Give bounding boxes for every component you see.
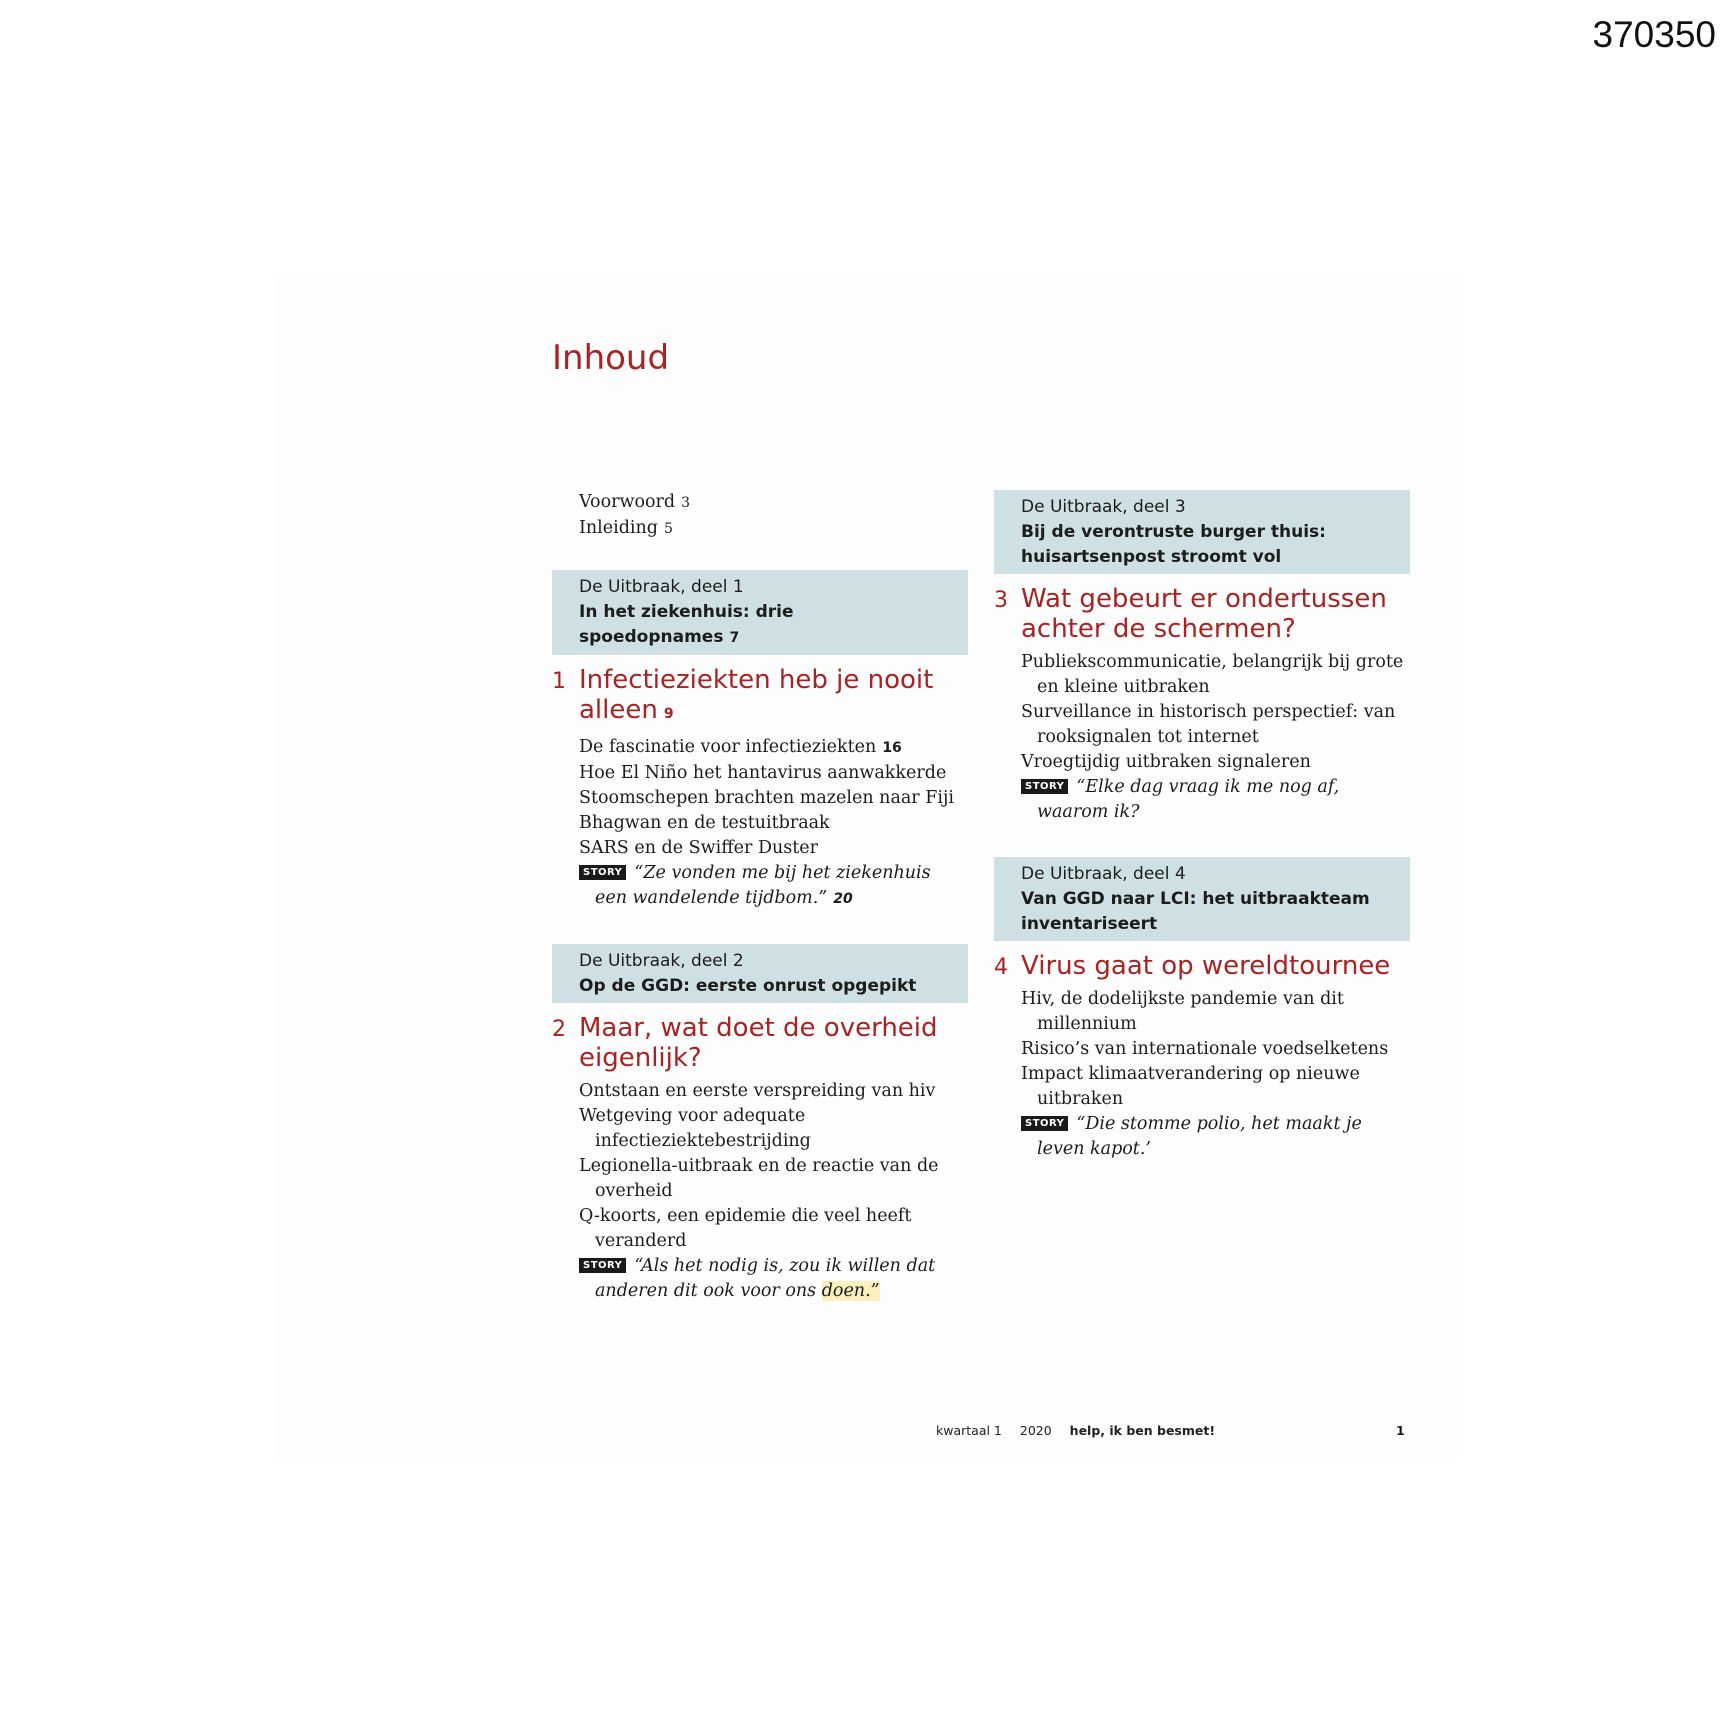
toc-entry[interactable]: Q-koorts, een epidemie die veel heeft veranderd bbox=[579, 1206, 912, 1251]
chapter-title[interactable]: Virus gaat op wereldtournee bbox=[1021, 951, 1391, 981]
chapter-number: 1 bbox=[552, 669, 566, 694]
band-title: Bij de verontruste burger thuis: huisartsenpost stroomt vol bbox=[1021, 522, 1326, 567]
band-title: Op de GGD: eerste onrust opgepikt bbox=[579, 976, 917, 996]
toc-entry[interactable]: Ontstaan en eerste verspreiding van hiv bbox=[579, 1081, 936, 1101]
chapter-1 bbox=[552, 665, 968, 912]
page-number: 7 bbox=[729, 630, 740, 646]
toc-entry[interactable]: Legionella-uitbraak en de reactie van de overheid bbox=[579, 1156, 939, 1201]
page-footer bbox=[936, 1423, 1229, 1438]
band-title: Van GGD naar LCI: het uitbraakteam inventariseert bbox=[1021, 889, 1370, 934]
page-number: 3 bbox=[681, 495, 691, 511]
band-kicker: De Uitbraak, deel 1 bbox=[579, 577, 744, 597]
footer-issue: kwartaal 1 bbox=[936, 1423, 1002, 1438]
story-quote: “Elke dag vraag ik me nog af, waarom ik? bbox=[1037, 777, 1340, 822]
page-number-folio: 1 bbox=[1396, 1423, 1405, 1438]
toc-entry-inleiding[interactable] bbox=[579, 516, 968, 542]
story-quote: “Als het nodig is, zou ik willen dat anderen dit ook voor ons bbox=[595, 1256, 936, 1301]
entry-label: Voorwoord bbox=[579, 492, 676, 512]
toc-entry[interactable]: Publiekscommunicatie, belangrijk bij grote en kleine uitbraken bbox=[1021, 652, 1404, 697]
footer-year: 2020 bbox=[1019, 1423, 1052, 1438]
band-kicker: De Uitbraak, deel 4 bbox=[1021, 864, 1186, 884]
toc-page bbox=[276, 276, 1458, 1458]
story-badge: STORY bbox=[1021, 1116, 1068, 1131]
section-band-deel-4[interactable] bbox=[994, 857, 1410, 941]
chapter-2 bbox=[552, 1013, 968, 1304]
story-quote: “Ze vonden me bij het ziekenhuis een wandelende tijdbom.” bbox=[595, 863, 931, 908]
chapter-3 bbox=[994, 584, 1410, 825]
toc-entry[interactable]: Bhagwan en de testuitbraak bbox=[579, 813, 830, 833]
toc-entry[interactable]: Hiv, de dodelijkste pandemie van dit millennium bbox=[1021, 989, 1344, 1034]
toc-entry[interactable]: Vroegtijdig uitbraken signaleren bbox=[1021, 752, 1311, 772]
page-number: 16 bbox=[882, 740, 902, 756]
story-entry[interactable] bbox=[579, 861, 968, 912]
page-number: 5 bbox=[664, 521, 673, 537]
story-badge: STORY bbox=[1021, 779, 1068, 794]
band-title: In het ziekenhuis: drie spoedopnames 7 bbox=[579, 602, 794, 647]
page-title: Inhoud bbox=[552, 338, 670, 378]
toc-entry[interactable]: Impact klimaatverandering op nieuwe uitbraken bbox=[1021, 1064, 1360, 1109]
band-kicker: De Uitbraak, deel 2 bbox=[579, 951, 744, 971]
front-matter bbox=[552, 490, 968, 542]
chapter-number: 4 bbox=[994, 955, 1008, 980]
story-badge: STORY bbox=[579, 1258, 626, 1273]
story-entry[interactable] bbox=[1021, 1112, 1410, 1162]
toc-entry-voorwoord[interactable] bbox=[579, 490, 968, 516]
chapter-number: 3 bbox=[994, 588, 1008, 613]
section-band-deel-1[interactable] bbox=[552, 570, 968, 655]
story-badge: STORY bbox=[579, 865, 626, 880]
toc-entry[interactable]: SARS en de Swiffer Duster bbox=[579, 838, 818, 858]
story-entry[interactable] bbox=[579, 1254, 968, 1304]
chapter-4 bbox=[994, 951, 1410, 1162]
chapter-title[interactable]: Infectieziekten heb je nooit alleen 9 bbox=[579, 665, 934, 725]
highlighted-text: doen.” bbox=[821, 1281, 880, 1301]
page-number: 9 bbox=[663, 706, 674, 722]
footer-title: help, ik ben besmet! bbox=[1069, 1423, 1216, 1438]
chapter-number: 2 bbox=[552, 1017, 566, 1042]
entry-label: Inleiding bbox=[579, 518, 659, 538]
story-entry[interactable] bbox=[1021, 775, 1410, 825]
band-kicker: De Uitbraak, deel 3 bbox=[1021, 497, 1186, 517]
toc-entry[interactable]: De fascinatie voor infectieziekten 16 bbox=[579, 737, 902, 757]
toc-entry[interactable]: Surveillance in historisch perspectief: van rooksignalen tot internet bbox=[1021, 702, 1396, 747]
page-number: 20 bbox=[833, 891, 853, 907]
document-id: 370350 bbox=[1592, 14, 1716, 55]
toc-column-left bbox=[552, 490, 968, 1304]
toc-column-right bbox=[994, 490, 1410, 1162]
section-band-deel-2[interactable] bbox=[552, 944, 968, 1003]
toc-entry[interactable]: Stoomschepen brachten mazelen naar Fiji bbox=[579, 788, 955, 808]
toc-entry[interactable]: Wetgeving voor adequate infectieziektebestrijding bbox=[579, 1106, 811, 1151]
chapter-title[interactable]: Maar, wat doet de overheid eigenlijk? bbox=[579, 1013, 938, 1073]
story-quote: “Die stomme polio, het maakt je leven kapot.’ bbox=[1037, 1114, 1362, 1159]
section-band-deel-3[interactable] bbox=[994, 490, 1410, 574]
toc-entry[interactable]: Hoe El Niño het hantavirus aanwakkerde bbox=[579, 763, 947, 783]
toc-entry[interactable]: Risico’s van internationale voedselketens bbox=[1021, 1039, 1389, 1059]
chapter-title[interactable]: Wat gebeurt er ondertussen achter de schermen? bbox=[1021, 584, 1387, 644]
